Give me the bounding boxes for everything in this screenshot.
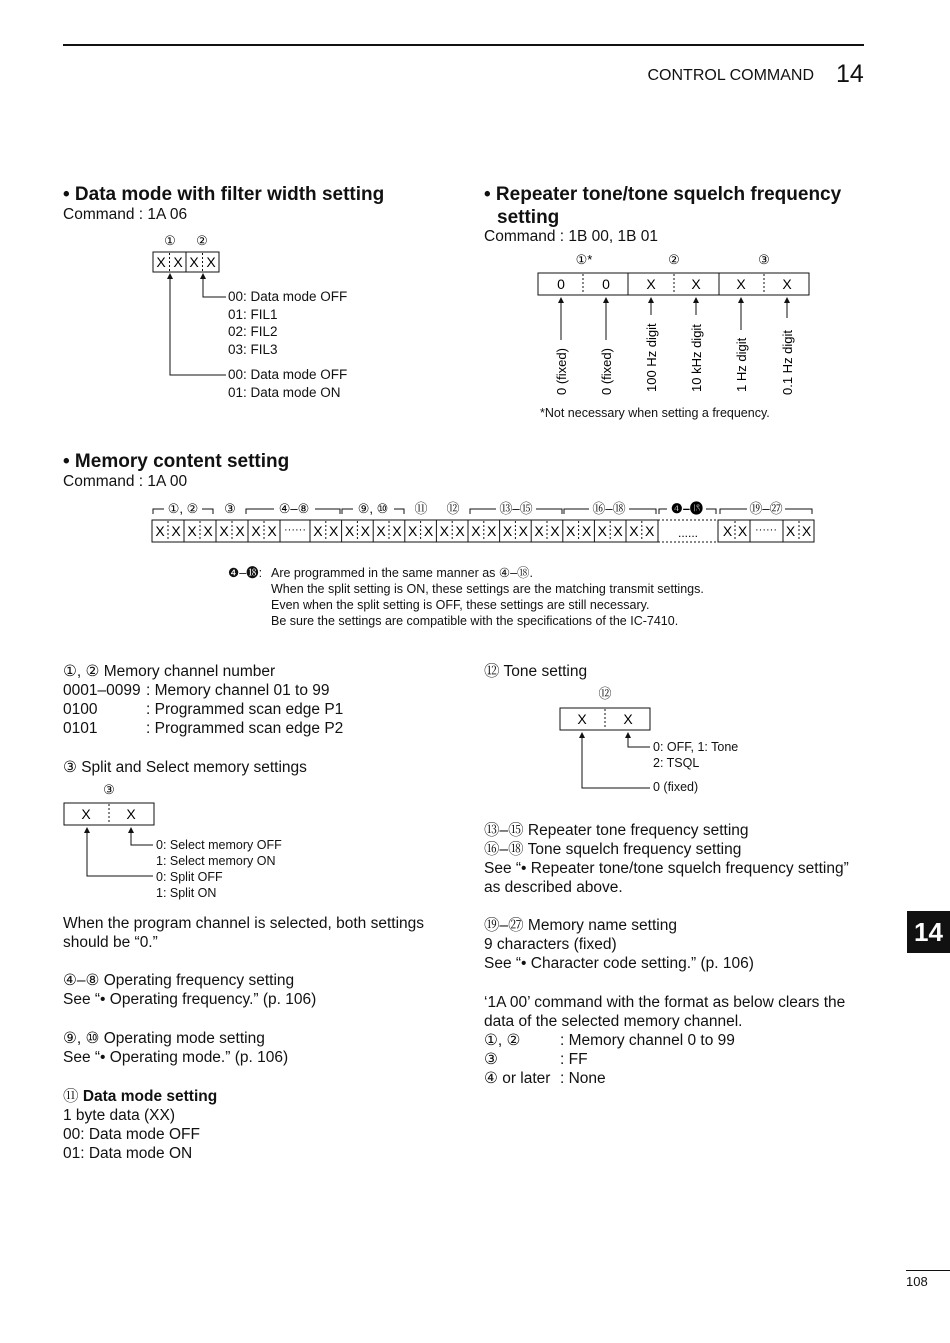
dm-field-1: ①	[164, 233, 176, 248]
dm-cell: X	[173, 254, 183, 270]
rp-field-2: ②	[668, 252, 680, 267]
mem-cell: X	[455, 523, 465, 539]
dm-field2-desc: 00: Data mode OFF 01: FIL1 02: FIL2 03: FIL3	[228, 289, 348, 357]
split-field-label: ③	[103, 782, 115, 797]
tone-cell: X	[623, 711, 633, 727]
mem-group-label: ⑨, ⑩	[357, 501, 389, 516]
mem-cell: X	[518, 523, 528, 539]
mem-group-label: ⑫	[446, 501, 460, 516]
memory-command: Command : 1A 00	[63, 473, 188, 490]
rp-cell: 0	[557, 276, 565, 292]
tone-cell: X	[577, 711, 587, 727]
tone-right-desc: 0: OFF, 1: Tone 2: TSQL	[653, 740, 739, 770]
mem-cell: X	[629, 523, 639, 539]
mem-cell: X	[581, 523, 592, 539]
mem-ch-codes: 0001–0099 0100 0101	[63, 682, 141, 737]
memory-notes: Are programmed in the same manner as ④–⑱. When the split setting is ON, these settings are the matching transmit settings. Even when the split setting is OFF, these settings are still necessary. Be sure the settings are compatible with the specifications of the IC-7410.	[271, 566, 704, 628]
rp-cell: X	[691, 276, 701, 292]
clear-codes: ①, ② ③ ④ or later	[484, 1032, 551, 1087]
page-number-rule	[906, 1270, 950, 1271]
mem-cell: X	[267, 523, 277, 539]
mem-cell: X	[219, 523, 229, 539]
rp-cell: X	[646, 276, 656, 292]
mem-cell: X	[187, 523, 197, 539]
mem-group-label: ⑯–⑱	[592, 501, 626, 516]
mem-cell: X	[360, 523, 370, 539]
clear-descs: : Memory channel 0 to 99 : FF : None	[560, 1032, 735, 1087]
mem-cell: X	[471, 523, 481, 539]
rp-arrow-label: 10 kHz digit	[689, 324, 704, 392]
mem-ch-descs: : Memory channel 01 to 99 : Programmed scan edge P1 : Programmed scan edge P2	[146, 682, 344, 737]
mem-cell: X	[645, 523, 655, 539]
op-freq: ④–⑧ Operating frequency setting See “• Operating frequency.” (p. 106)	[63, 972, 317, 1008]
mem-cell: X	[801, 523, 812, 539]
mem-cell: X	[487, 523, 497, 539]
name-lines: ⑲–㉗ Memory name setting 9 characters (fixed) See “• Character code setting.” (p. 106)	[484, 917, 754, 972]
split-right-desc: 0: Select memory OFF 1: Select memory ON	[156, 838, 282, 868]
mem-cell: X	[313, 523, 323, 539]
clear-lines: ‘1A 00’ command with the format as below clears the data of the selected memory channel.	[484, 994, 846, 1030]
mem-cell: X	[423, 523, 434, 539]
split-cell: X	[126, 806, 136, 822]
tone-field-label: ⑫	[598, 686, 612, 701]
rp-arrow-label: 0.1 Hz digit	[780, 329, 795, 395]
rp-cell: X	[782, 276, 792, 292]
rp-arrow-label: 100 Hz digit	[644, 323, 659, 392]
mem-group-label: ⑲–㉗	[749, 501, 783, 516]
split-left-desc: 0: Split OFF 1: Split ON	[156, 870, 223, 900]
rp-arrow-label: 0 (fixed)	[554, 348, 569, 395]
repeater-footnote: *Not necessary when setting a frequency.	[540, 406, 770, 420]
mem-cell: X	[203, 523, 213, 539]
data-mode-command: Command : 1A 06	[63, 206, 188, 223]
rp-cell: X	[736, 276, 746, 292]
mem-group-label: ⑪	[414, 501, 428, 516]
data-mode-title: • Data mode with filter width setting	[63, 184, 385, 205]
mem-cell: X	[171, 523, 181, 539]
rep-lines: ⑬–⑮ Repeater tone frequency setting ⑯–⑱ Tone squelch frequency setting See “• Repeater tone/tone squelch frequency setting” as described above.	[484, 822, 849, 896]
mem-cell: X	[550, 523, 560, 539]
mem-group-label: ③	[224, 501, 236, 516]
mem-group-label: ⑬–⑮	[499, 501, 533, 516]
mem-cell: X	[376, 523, 386, 539]
mem-cell: X	[737, 523, 748, 539]
split-title: ③ Split and Select memory settings	[63, 759, 307, 776]
dm-field1-desc: 00: Data mode OFF 01: Data mode ON	[228, 367, 348, 400]
dm-cell: X	[206, 254, 216, 270]
mem-group-label: ①, ②	[167, 501, 199, 516]
rp-cell: 0	[602, 276, 610, 292]
op-mode: ⑨, ⑩ Operating mode setting See “• Operating mode.” (p. 106)	[63, 1030, 289, 1066]
mem-ch-title: ①, ② Memory channel number	[63, 663, 276, 680]
memory-note-label: ❹–⓲:	[228, 566, 263, 580]
rp-arrow-label: 0 (fixed)	[599, 348, 614, 395]
rp-field-3: ③	[758, 252, 770, 267]
mem-cell: X	[344, 523, 355, 539]
chapter-number: 14	[836, 60, 864, 88]
repeater-command: Command : 1B 00, 1B 01	[484, 228, 659, 245]
dm-cell: X	[189, 254, 199, 270]
rp-field-1: ①*	[575, 252, 593, 267]
mem-cell: X	[408, 523, 418, 539]
mem-cell: X	[613, 523, 623, 539]
mem-cell: X	[722, 523, 733, 539]
mem-cell: X	[329, 523, 339, 539]
mem-dots: ······	[755, 524, 777, 536]
chapter-tab[interactable]: 14	[907, 911, 950, 953]
mem-group-label: ❹–⓲	[671, 501, 703, 516]
tone-title: ⑫ Tone setting	[484, 663, 588, 680]
rp-arrow-label: 1 Hz digit	[734, 337, 749, 392]
mem-cell: X	[785, 523, 796, 539]
mem-dots: ······	[284, 524, 306, 536]
memory-title: • Memory content setting	[63, 451, 290, 472]
mem-cell: X	[251, 523, 261, 539]
tone-left-desc: 0 (fixed)	[653, 780, 699, 794]
dm-cell: X	[156, 254, 166, 270]
mem-group-label: ④–⑧	[278, 501, 310, 516]
repeater-title-1: • Repeater tone/tone squelch frequency	[484, 184, 842, 205]
repeater-title-2: setting	[497, 207, 560, 228]
mem-cell: X	[502, 523, 513, 539]
mem-cell: X	[597, 523, 607, 539]
mem-cell: X	[439, 523, 449, 539]
mem-cell: X	[534, 523, 544, 539]
mem-cell: X	[566, 523, 576, 539]
data-mode-section: ⑪ Data mode setting 1 byte data (XX) 00: Data mode OFF 01: Data mode ON	[63, 1088, 218, 1162]
program-note: When the program channel is selected, both settings should be “0.”	[63, 915, 425, 951]
page-number: 108	[906, 1274, 928, 1289]
mem-cell: X	[392, 523, 402, 539]
split-cell: X	[81, 806, 91, 822]
mem-dots-open: ......	[677, 526, 699, 540]
mem-cell: X	[235, 523, 245, 539]
dm-field-2: ②	[196, 233, 208, 248]
section-title: CONTROL COMMAND	[647, 67, 814, 84]
mem-cell: X	[155, 523, 165, 539]
